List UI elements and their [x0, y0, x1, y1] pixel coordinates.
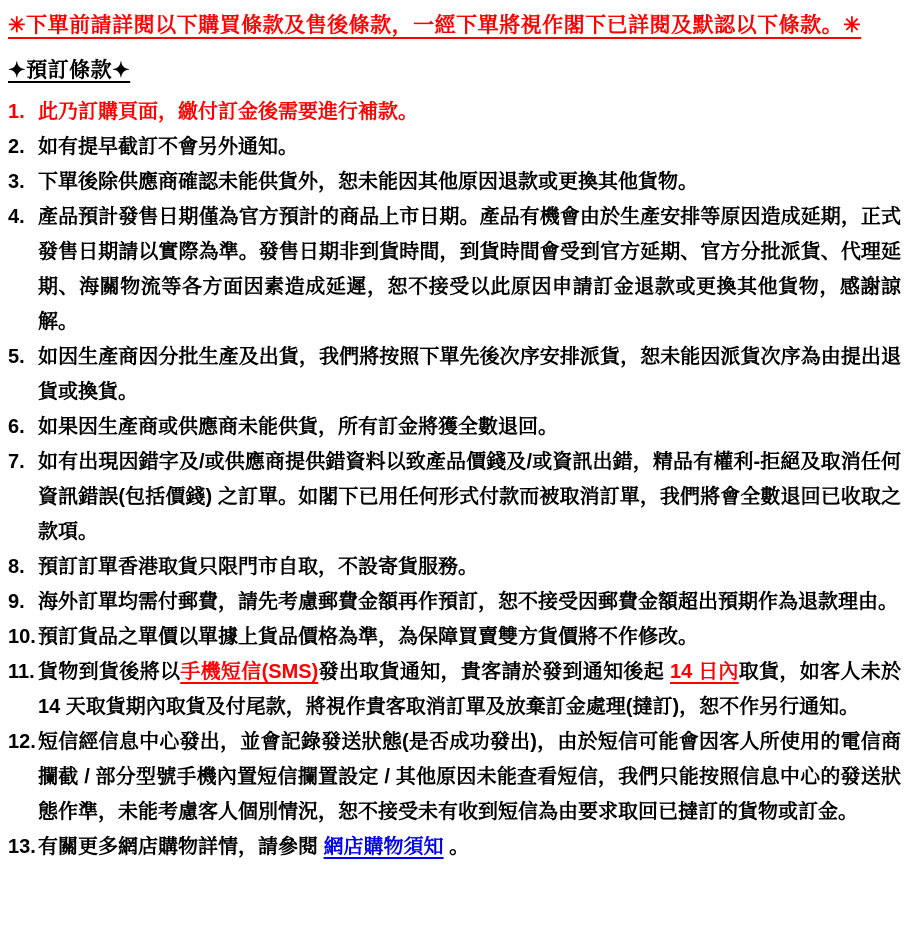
- text-segment: 如果因生產商或供應商未能供貨，所有訂金將獲全數退回。: [38, 416, 558, 438]
- text-segment: 貨物到貨後將以: [38, 661, 181, 683]
- text-segment: 短信經信息中心發出，並會記錄發送狀態(是否成功發出)，由於短信可能會因客人所使用的電信商攔截 / 部分型號手機內置短信攔置設定 / 其他原因未能查看短信，我們只能按照信息中心的發送狀態作準，未能考慮客人個別情況，恕不接受未有收到短信為由要求取回已撻訂的貨物或訂金。: [38, 731, 901, 823]
- term-item-11: [8, 655, 901, 725]
- text-segment: 此乃訂購頁面，繳付訂金後需要進行補款。: [38, 101, 418, 123]
- term-text: [38, 165, 901, 200]
- term-item-6: [8, 410, 901, 445]
- text-segment: 如有出現因錯字及/或供應商提供錯資料以致產品價錢及/或資訊出錯，精品有權利-拒絕及取消任何資訊錯誤(包括價錢) 之訂單。如閣下已用任何形式付款而被取消訂單，我們將會全數退回已收取之款項。: [38, 451, 901, 543]
- text-segment: 。: [443, 836, 470, 858]
- term-item-7: [8, 445, 901, 550]
- terms-list: [8, 95, 901, 865]
- text-segment: 有關更多網店購物詳情，請參閱: [38, 836, 324, 858]
- text-segment: 預訂貨品之單價以單據上貨品價格為準，為保障買賣雙方貨價將不作修改。: [38, 626, 698, 648]
- text-segment: 如因生產商因分批生產及出貨，我們將按照下單先後次序安排派貨，恕未能因派貨次序為由提出退貨或換貨。: [38, 346, 901, 403]
- term-item-10: [8, 620, 901, 655]
- text-segment: 發出取貨通知，貴客請於發到通知後起: [318, 661, 670, 683]
- term-item-5: [8, 340, 901, 410]
- term-text: [38, 550, 901, 585]
- term-number: 13.: [8, 836, 36, 858]
- sms-highlight: 手機短信(SMS): [180, 661, 319, 683]
- pickup-deadline-highlight: 14 日內: [669, 661, 739, 683]
- term-item-12: [8, 725, 901, 830]
- text-segment: 取貨，如客人未於 14 天取貨期內取貨及付尾款，將視作貴客取消訂單及放棄訂金處理(撻訂)，恕不作另行通知。: [38, 661, 902, 718]
- text-segment: 如有提早截訂不會另外通知。: [38, 136, 298, 158]
- pre-order-warning-notice: ✳下單前請詳閱以下購買條款及售後條款，一經下單將視作閣下已詳閱及默認以下條款。✳: [8, 14, 862, 37]
- term-text: [38, 445, 901, 550]
- term-number: 1.: [8, 101, 25, 123]
- preorder-terms-heading: ✦預訂條款✦: [8, 59, 131, 82]
- term-item-13: [8, 830, 901, 865]
- term-text: [38, 585, 901, 620]
- term-number: 2.: [8, 136, 25, 158]
- term-number: 6.: [8, 416, 25, 438]
- term-text: [38, 830, 901, 865]
- term-item-2: [8, 130, 901, 165]
- term-text: [38, 340, 901, 410]
- term-text: [38, 200, 901, 340]
- term-text: [38, 410, 901, 445]
- term-item-8: [8, 550, 901, 585]
- term-text: [38, 620, 901, 655]
- term-text: [38, 725, 901, 830]
- text-segment: 海外訂單均需付郵費，請先考慮郵費金額再作預訂，恕不接受因郵費金額超出預期作為退款理由。: [38, 591, 898, 613]
- text-segment: 預訂訂單香港取貨只限門市自取，不設寄貨服務。: [38, 556, 478, 578]
- term-text: [38, 130, 901, 165]
- term-number: 8.: [8, 556, 25, 578]
- term-item-4: [8, 200, 901, 340]
- term-text: [38, 655, 901, 725]
- term-number: 7.: [8, 451, 25, 473]
- term-number: 3.: [8, 171, 25, 193]
- term-item-3: [8, 165, 901, 200]
- term-number: 10.: [8, 626, 36, 648]
- term-item-9: [8, 585, 901, 620]
- term-number: 11.: [8, 661, 35, 683]
- shop-guide-link[interactable]: 網店購物須知: [323, 836, 444, 858]
- term-text: [38, 95, 901, 130]
- term-number: 5.: [8, 346, 25, 368]
- text-segment: 下單後除供應商確認未能供貨外，恕未能因其他原因退款或更換其他貨物。: [38, 171, 698, 193]
- term-number: 4.: [8, 206, 25, 228]
- term-number: 9.: [8, 591, 25, 613]
- term-item-1: [8, 95, 901, 130]
- term-number: 12.: [8, 731, 36, 753]
- text-segment: 產品預計發售日期僅為官方預計的商品上市日期。產品有機會由於生產安排等原因造成延期，正式發售日期請以實際為準。發售日期非到貨時間，到貨時間會受到官方延期、官方分批派貨、代理延期、海關物流等各方面因素造成延遲，恕不接受以此原因申請訂金退款或更換其他貨物，感謝諒解。: [38, 206, 901, 333]
